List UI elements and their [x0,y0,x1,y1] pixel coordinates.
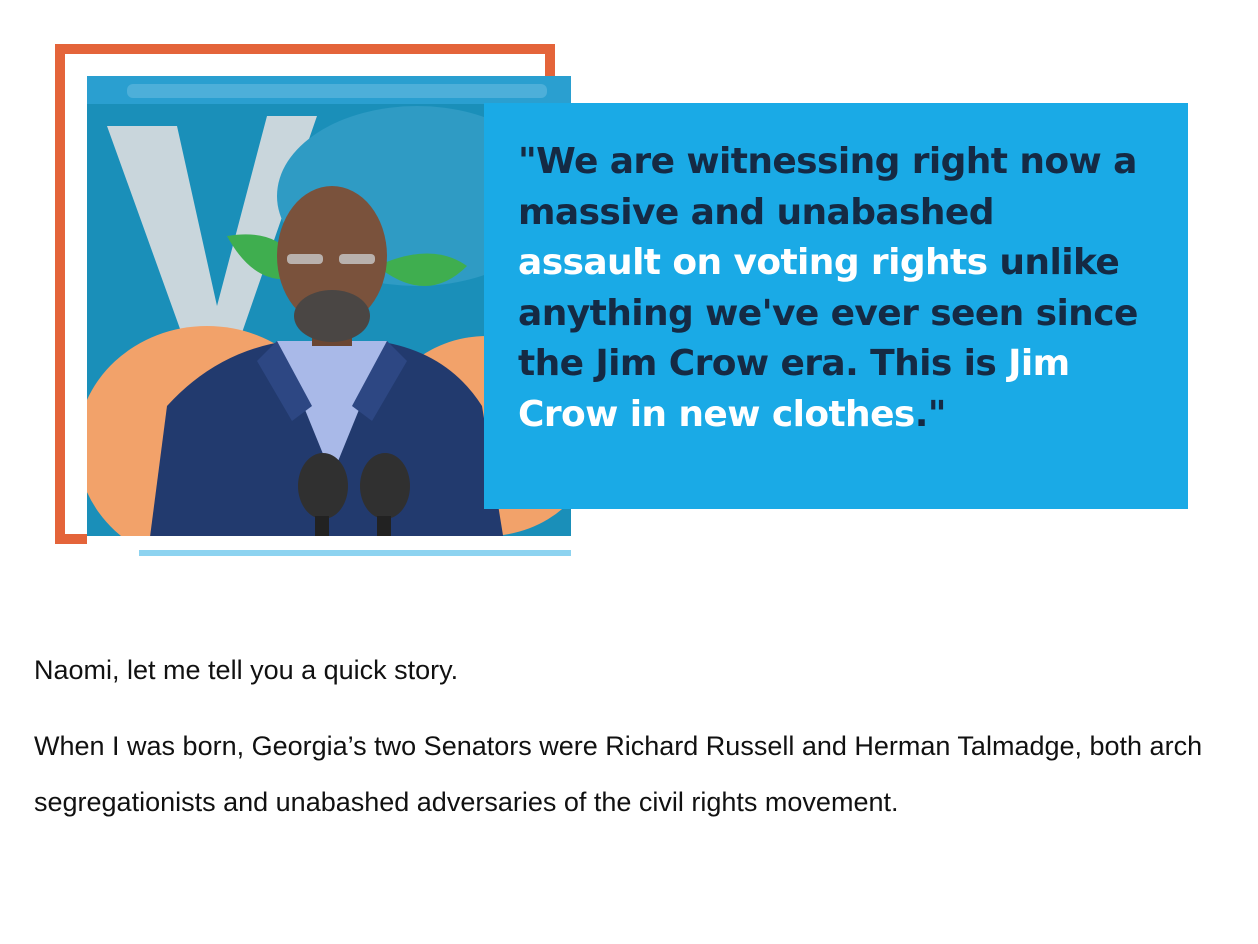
quote-part: unlike anything we've ever seen since the Jim Crow era. This is [518,242,1138,384]
greeting-paragraph: Naomi, let me tell you a quick story. [34,655,459,685]
quote-highlight: assault on voting rights [518,242,988,283]
quote-part: "We are witnessing right now a massive and unabashed [518,141,1137,233]
story-paragraph: When I was born, Georgia’s two Senators were Richard Russell and Herman Talmadge, both arch segregationists and unabashed adversaries of the civil rights movement. [34,731,1203,817]
quote-part: ." [914,393,946,435]
quote-highlight: Jim Crow in new clothes [518,343,1070,435]
quote-card [484,103,1188,509]
email-body [34,648,1224,830]
pull-quote [518,137,1148,440]
